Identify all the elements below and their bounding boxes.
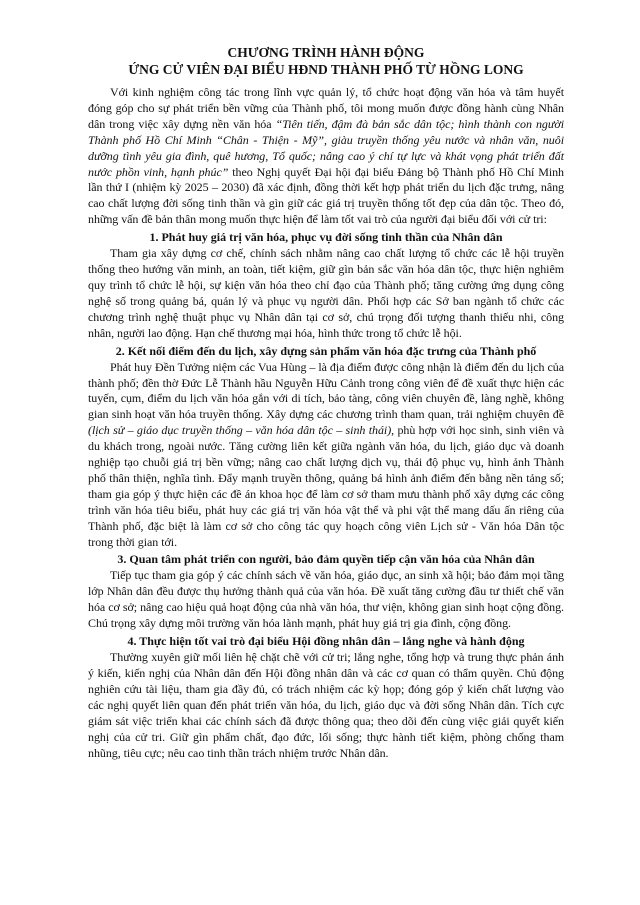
section-2-text-1: Phát huy Đền Tưởng niệm các Vua Hùng – là địa điểm được công nhận là điểm đến du lịch của thành phố; đền thờ Đức Lễ Thành hầu Nguyễn Hữu Cảnh trong công viên để đề xuất thực hiện các tuyến, cụm, điểm du lịch văn hóa gắn với di tích, bảo tàng, công viên chuyên đề, làng nghề, không gian sinh hoạt văn hóa truyền thống. Xây dựng các chương trình tham quan, trải nghiệm chuyên đề	[88, 359, 564, 422]
section-3-heading: 3. Quan tâm phát triển con người, bảo đảm quyền tiếp cận văn hóa của Nhân dân	[117, 552, 535, 567]
document-page	[88, 44, 564, 761]
section-4-body: Thường xuyên giữ mối liên hệ chặt chẽ với cử tri; lắng nghe, tổng hợp và trung thực phản ánh ý kiến, kiến nghị của Nhân dân đến Hội đồng nhân dân và các cơ quan có thẩm quyền. Chủ động nghiên cứu tài liệu, tham gia đầy đủ, có trách nhiệm các kỳ họp; đóng góp ý kiến chất lượng vào các nghị quyết liên quan đến phát triển văn hóa, du lịch, giáo dục và đời sống Nhân dân. Tích cực giám sát việc triển khai các chính sách đã được thông qua; theo dõi đến cùng việc giải quyết kiến nghị của cử tri. Giữ gìn phẩm chất, đạo đức, lối sống; thực hành tiết kiệm, phòng chống tham nhũng, tiêu cực; nêu cao tinh thần trách nhiệm trước Nhân dân.	[88, 650, 564, 760]
section-4-heading: 4. Thực hiện tốt vai trò đại biểu Hội đồng nhân dân – lắng nghe và hành động	[127, 634, 525, 649]
intro-text-1: Với kinh nghiệm công tác trong lĩnh vực quản lý, tổ chức hoạt động văn hóa và tâm huyết đóng góp cho sự phát triển bền vững của Thành phố, tôi mong muốn được đồng hành cùng Nhân dân trong việc xây dựng nền văn hóa	[88, 85, 564, 131]
section-2-text-2: , phù hợp với học sinh, sinh viên và du khách trong, ngoài nước. Tăng cường liên kết giữa ngành văn hóa, du lịch, giáo dục và doanh nghiệp tạo chuỗi giá trị bền vững; nâng cao chất lượng dịch vụ, thái độ phục vụ, hình ảnh Thành phố thân thiện, nghĩa tình. Đẩy mạnh truyền thông, quảng bá hình ảnh điểm đến bằng nền tảng số; tham gia góp ý thực hiện các đề án khoa học để làm cơ sở tham mưu thành phố xây dựng các công trình văn hóa tiêu biểu, phát huy các giá trị văn hóa vật thể và phi vật thể mang dấu ấn riêng của Thành phố, đặc biệt là làm cơ sở cho công tác quy hoạch công viên Lịch sử - Văn hóa Dân tộc trong thời gian tới.	[88, 423, 564, 549]
document-title-line-1: CHƯƠNG TRÌNH HÀNH ĐỘNG	[227, 45, 425, 60]
document-title-line-2: ỨNG CỬ VIÊN ĐẠI BIỂU HĐND THÀNH PHỐ TỪ HỒNG LONG	[128, 62, 524, 77]
section-2-italic: (lịch sử – giáo dục truyền thống – văn hóa dân tộc – sinh thái)	[88, 423, 392, 438]
section-2-body	[88, 360, 564, 551]
intro-paragraph	[88, 85, 564, 228]
intro-text-2: theo Nghị quyết Đại hội đại biểu Đảng bộ Thành phố Hồ Chí Minh lần thứ I (nhiệm kỳ 2025 – 2030) đã xác định, đồng thời kết hợp phát triển du lịch đặc trưng, nâng cao chất lượng đời sống tinh thần và gìn giữ các giá trị truyền thống tốt đẹp của dân tộc. Theo đó, những vấn đề bản thân mong muốn thực hiện để làm tốt vai trò của người đại biểu đối với cử tri:	[88, 164, 565, 227]
section-3-body: Tiếp tục tham gia góp ý các chính sách về văn hóa, giáo dục, an sinh xã hội; bảo đảm mọi tầng lớp Nhân dân đều được thụ hưởng thành quả của văn hóa. Đề xuất tăng cường đầu tư thiết chế văn hóa cơ sở; nâng cao hiệu quả hoạt động của nhà văn hóa, thư viện, không gian sinh hoạt cộng đồng. Chú trọng xây dựng môi trường văn hóa lành mạnh, phát huy giá trị gia đình, cộng đồng.	[88, 568, 564, 631]
section-1-body: Tham gia xây dựng cơ chế, chính sách nhằm nâng cao chất lượng tổ chức các lễ hội truyền thống theo hướng văn minh, an toàn, tiết kiệm, giữ gìn bản sắc văn hóa dân tộc, thực hiện nghiêm quy trình tổ chức lễ hội, sự kiện văn hóa theo chỉ đạo của Thành phố; tăng cường ứng dụng công nghệ số trong quảng bá, quản lý và phục vụ người dân. Phối hợp các Sở ban ngành tổ chức các chương trình nghệ thuật phục vụ Nhân dân tại cơ sở, chú trọng đối tượng thanh thiếu nhi, công nhân, người lao động. Hạn chế thương mại hóa, hình thức trong tổ chức lễ hội.	[88, 246, 564, 340]
intro-quote: “Tiên tiến, đậm đà bản sắc dân tộc; hình thành con người Thành phố Hồ Chí Minh “Chân - Thiện - Mỹ”, giàu truyền thống yêu nước và nhân văn, nuôi dưỡng tình yêu gia đình, quê hương, Tổ quốc; nâng cao ý chí tự lực và khát vọng phát triển đất nước phồn vinh, hạnh phúc”	[88, 116, 565, 179]
section-2-heading: 2. Kết nối điểm đến du lịch, xây dựng sản phẩm văn hóa đặc trưng của Thành phố	[115, 343, 537, 358]
section-1-heading: 1. Phát huy giá trị văn hóa, phục vụ đời sống tinh thần của Nhân dân	[149, 230, 503, 245]
